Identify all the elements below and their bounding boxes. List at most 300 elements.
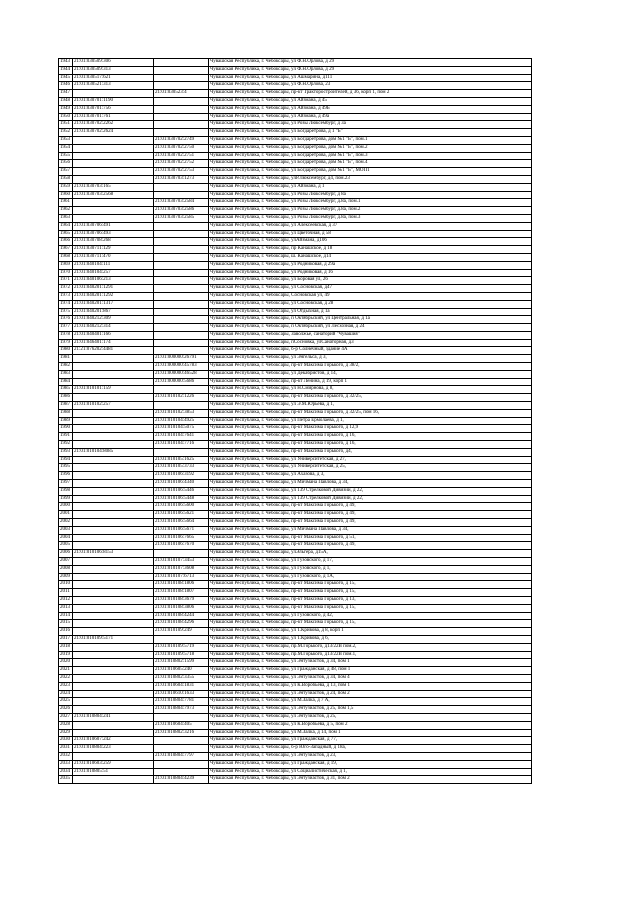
row-number-cell: 2014: [59, 612, 73, 620]
address-cell: Чувашская Республика, г. Чебоксары, ул Энтузиастов, д 25, пом 1,5: [209, 706, 532, 714]
table-row: [59, 542, 532, 550]
address-cell: Чувашская Республика, г. Чебоксары, ул Гражданская, д 19,: [209, 760, 532, 768]
address-cell: Чувашская Республика, г. Чебоксары, пр-кт Максима Горького, д 16,: [209, 433, 532, 441]
table-row: [59, 331, 532, 339]
cadastral-number-premises-cell: 21:01:030703:2584: [154, 199, 209, 207]
cadastral-number-premises-cell: 21:01:030702:2751: [154, 152, 209, 160]
row-number-cell: 1947: [59, 90, 73, 98]
address-cell: Чувашская Республика, г. Чебоксары, ул Сосновская, д47: [209, 285, 532, 293]
table-row: [59, 519, 532, 527]
row-number-cell: 1980: [59, 347, 73, 355]
table-row: [59, 487, 532, 495]
row-number-cell: 1972: [59, 285, 73, 293]
row-number-cell: 1984: [59, 378, 73, 386]
row-number-cell: 1956: [59, 160, 73, 168]
address-cell: Чувашская Республика, г. Чебоксары, ул Розы Люксембург, д.8а, пом.1: [209, 199, 532, 207]
address-cell: Чувашская Республика, г. Чебоксары, ш. Канашское, д14: [209, 253, 532, 261]
address-cell: Чувашская Республика, г. Чебоксары, пр-кт Тракторостроителей, д 36, корп 1, пом 2: [209, 90, 532, 98]
row-number-cell: 1987: [59, 402, 73, 410]
cadastral-number-premises-cell: 21:01:010108:4244: [154, 612, 209, 620]
cadastral-number-land-cell: [73, 175, 154, 183]
cadastral-number-land-cell: [73, 370, 154, 378]
cadastral-number-land-cell: [73, 152, 154, 160]
row-number-cell: 2027: [59, 713, 73, 721]
table-row: [59, 355, 532, 363]
table-row: [59, 448, 532, 456]
row-number-cell: 2010: [59, 581, 73, 589]
table-row: [59, 175, 532, 183]
table-row: [59, 238, 532, 246]
row-number-cell: 2021: [59, 667, 73, 675]
cadastral-number-premises-cell: [154, 386, 209, 394]
address-cell: Чувашская Республика, г. Чебоксары, ул 139 Стрелковой Дивизии, д 22,: [209, 487, 532, 495]
table-row: [59, 682, 532, 690]
address-cell: Чувашская Республика, г. Чебоксары, ул Богдаретрова, дом №1 "Б", МОП1: [209, 168, 532, 176]
cadastral-number-premises-cell: 21:01:010104:4925: [154, 417, 209, 425]
table-row: [59, 534, 532, 542]
cadastral-number-premises-cell: [154, 308, 209, 316]
table-row: [59, 495, 532, 503]
cadastral-number-premises-cell: 21:01:010104:5075: [154, 425, 209, 433]
table-row: [59, 667, 532, 675]
row-number-cell: 2005: [59, 542, 73, 550]
cadastral-number-premises-cell: [154, 246, 209, 254]
address-cell: Чувашская Республика, г. Чебоксары, ул К.Воробьева, д 5, пом 2: [209, 721, 532, 729]
row-number-cell: 2003: [59, 526, 73, 534]
address-cell: Чувашская Республика, г. Чебоксары, ул Розы Люксембург, д 3а: [209, 121, 532, 129]
table-row: [59, 737, 532, 745]
table-row: [59, 347, 532, 355]
cadastral-number-premises-cell: 21:01:010802:1599: [154, 659, 209, 667]
address-cell: Чувашская Республика, г. Чебоксары, ул Богдаретрова, дом №1 "Б", пом.1: [209, 136, 532, 144]
table-row: [59, 472, 532, 480]
row-number-cell: 2013: [59, 604, 73, 612]
row-number-cell: 2000: [59, 503, 73, 511]
row-number-cell: 2012: [59, 596, 73, 604]
cadastral-number-land-cell: 21:01:010805:51: [73, 768, 154, 776]
row-number-cell: 1968: [59, 253, 73, 261]
row-number-cell: 1985: [59, 386, 73, 394]
cadastral-number-land-cell: [73, 596, 154, 604]
address-cell: Чувашская Республика, г. Чебоксары, ул Энтузиастов, д 34, пом 4: [209, 674, 532, 682]
table-row: [59, 316, 532, 324]
cadastral-number-premises-cell: 21:01:010804:7797: [154, 752, 209, 760]
cadastral-number-premises-cell: [154, 230, 209, 238]
cadastral-number-premises-cell: 21:01:010106:5448: [154, 495, 209, 503]
table-row: [59, 425, 532, 433]
table-row: [59, 674, 532, 682]
cadastral-number-premises-cell: 21:01:030703:2585: [154, 214, 209, 222]
row-number-cell: 1962: [59, 207, 73, 215]
cadastral-number-premises-cell: 21:01:030523:4: [154, 90, 209, 98]
row-number-cell: 1983: [59, 370, 73, 378]
cadastral-number-premises-cell: 21:01:010104:7641: [154, 433, 209, 441]
table-row: [59, 612, 532, 620]
address-cell: Чувашская Республика, г. Чебоксары, ул Розы Люксембург, д.8а, пом.3: [209, 214, 532, 222]
cadastral-number-premises-cell: 21:01:000000:5686: [154, 378, 209, 386]
cadastral-number-premises-cell: [154, 113, 209, 121]
table-row: [59, 565, 532, 573]
cadastral-number-premises-cell: 21:01:010108:1807: [154, 589, 209, 597]
cadastral-number-land-cell: [73, 495, 154, 503]
address-cell: Чувашская Республика, г. Чебоксары, ул Айзмана, д 49Б: [209, 105, 532, 113]
address-cell: Чувашская Республика, г. Чебоксары, ул Университетская, д 25,: [209, 464, 532, 472]
row-number-cell: 2022: [59, 674, 73, 682]
address-cell: Чувашская Республика, г. Чебоксары, Заволжье, санаторий "Чувашия": [209, 331, 532, 339]
row-number-cell: 1971: [59, 277, 73, 285]
cadastral-number-premises-cell: 21:01:030702:2749: [154, 136, 209, 144]
row-number-cell: 2001: [59, 511, 73, 519]
cadastral-number-premises-cell: 21:01:010105:1625: [154, 456, 209, 464]
cadastral-number-land-cell: 21:01:010106:8153: [73, 550, 154, 558]
row-number-cell: 2018: [59, 643, 73, 651]
cadastral-number-land-cell: [73, 441, 154, 449]
cadastral-number-land-cell: [73, 752, 154, 760]
cadastral-number-premises-cell: 21:01:030703:1273: [154, 175, 209, 183]
row-number-cell: 1945: [59, 74, 73, 82]
row-number-cell: 1981: [59, 355, 73, 363]
cadastral-number-land-cell: 21:01:040201:1317: [73, 300, 154, 308]
cadastral-number-land-cell: 21:01:030706:491: [73, 222, 154, 230]
row-number-cell: 1952: [59, 129, 73, 137]
table-row: [59, 417, 532, 425]
cadastral-number-land-cell: 21:01:030509:313: [73, 66, 154, 74]
table-row: [59, 441, 532, 449]
cadastral-number-premises-cell: 21:01:010106:5600: [154, 503, 209, 511]
cadastral-number-land-cell: [73, 144, 154, 152]
address-cell: Чувашская Республика, г. Чебоксары, ул Энтузиастов, д 25,: [209, 713, 532, 721]
cadastral-number-land-cell: 21:01:030702:2262: [73, 121, 154, 129]
row-number-cell: 1951: [59, 121, 73, 129]
cadastral-number-premises-cell: [154, 121, 209, 129]
cadastral-number-land-cell: 21:01:010102:257: [73, 402, 154, 410]
table-row: [59, 464, 532, 472]
address-cell: Чувашская Республика, г. Чебоксары, пр-кт Максима Горького, д 49,: [209, 511, 532, 519]
cadastral-number-land-cell: 21:01:030509:306: [73, 59, 154, 67]
cadastral-number-premises-cell: 21:01:010109:5719: [154, 643, 209, 651]
row-number-cell: 1944: [59, 66, 73, 74]
address-cell: Чувашская Республика, г. Чебоксары, ул Э.М.Юрьева, д 1,: [209, 402, 532, 410]
address-cell: Чувашская Республика, г. Чебоксары, ул Боровая ул, 26: [209, 277, 532, 285]
cadastral-number-land-cell: [73, 589, 154, 597]
cadastral-number-land-cell: [73, 612, 154, 620]
row-number-cell: 1982: [59, 363, 73, 371]
cadastral-number-land-cell: 21:01:010804:241: [73, 713, 154, 721]
table-row: [59, 409, 532, 417]
cadastral-number-premises-cell: [154, 745, 209, 753]
cadastral-number-premises-cell: [154, 300, 209, 308]
address-cell: Чувашская Республика, г. Чебоксары, ул Энтузиастов, д 34, пом 1: [209, 659, 532, 667]
cadastral-number-premises-cell: 21:01:010102:1226: [154, 394, 209, 402]
address-cell: Чувашская Республика, г. Чебоксары, пр-кт Максима Горького, д 49,: [209, 542, 532, 550]
cadastral-number-premises-cell: 21:01:010104:7716: [154, 441, 209, 449]
row-number-cell: 1974: [59, 300, 73, 308]
cadastral-number-land-cell: 21:01:010607:242: [73, 737, 154, 745]
cadastral-number-premises-cell: 21:01:010107:3608: [154, 565, 209, 573]
cadastral-number-land-cell: [73, 214, 154, 222]
table-row: [59, 97, 532, 105]
row-number-cell: 1976: [59, 316, 73, 324]
table-row: [59, 604, 532, 612]
address-cell: Чувашская Республика, г. Чебоксары, Сосновская ул, 49: [209, 292, 532, 300]
cadastral-number-land-cell: [73, 363, 154, 371]
cadastral-number-premises-cell: 21:01:010109:5718: [154, 651, 209, 659]
cadastral-number-land-cell: 21:01:010603:259: [73, 760, 154, 768]
address-cell: Чувашская Республика, г. Чебоксары, ул Отдыхная, д 1а: [209, 308, 532, 316]
cadastral-number-land-cell: [73, 207, 154, 215]
table-row: [59, 706, 532, 714]
table-row: [59, 324, 532, 332]
cadastral-number-land-cell: [73, 417, 154, 425]
address-cell: Чувашская Республика, г. Чебоксары, ул Родниковая, д 29а: [209, 261, 532, 269]
table-row: [59, 643, 532, 651]
table-row: [59, 222, 532, 230]
row-number-cell: 2015: [59, 620, 73, 628]
row-number-cell: 2020: [59, 659, 73, 667]
cadastral-number-premises-cell: [154, 97, 209, 105]
row-number-cell: 1986: [59, 394, 73, 402]
cadastral-number-premises-cell: [154, 316, 209, 324]
cadastral-number-land-cell: [73, 355, 154, 363]
cadastral-number-land-cell: 21:01:040401:166: [73, 331, 154, 339]
table-row: [59, 768, 532, 776]
cadastral-number-land-cell: [73, 472, 154, 480]
cadastral-number-land-cell: 21:01:030701:756: [73, 105, 154, 113]
cadastral-number-premises-cell: 21:01:010108:4296: [154, 620, 209, 628]
address-cell: Чувашская Республика, г. Чебоксары, ул Богдаретрова, д 1 "Б": [209, 129, 532, 137]
address-cell: Чувашская Республика, г. Чебоксары, ул Ф.Н.Орлова, 23: [209, 82, 532, 90]
cadastral-number-land-cell: [73, 136, 154, 144]
row-number-cell: 2032: [59, 752, 73, 760]
address-cell: Чувашская Республика, г. Чебоксары, ул Родниковая, д 16: [209, 269, 532, 277]
table-row: [59, 300, 532, 308]
address-cell: Чувашская Республика, г. Чебоксары, ул М.Залка, д 7 А,: [209, 698, 532, 706]
cadastral-number-land-cell: 21:01:030702:2624: [73, 129, 154, 137]
cadastral-number-premises-cell: [154, 737, 209, 745]
row-number-cell: 2028: [59, 721, 73, 729]
table-row: [59, 90, 532, 98]
address-cell: Чувашская Республика, г. Чебоксары, п Октябрьский, ул Центральная, д 1а: [209, 316, 532, 324]
cadastral-number-premises-cell: 21:01:030702:2752: [154, 160, 209, 168]
row-number-cell: 1960: [59, 191, 73, 199]
table-row: [59, 230, 532, 238]
registry-table-body: [59, 59, 532, 784]
table-row: [59, 776, 532, 784]
cadastral-number-land-cell: [73, 581, 154, 589]
table-row: [59, 402, 532, 410]
cadastral-number-premises-cell: [154, 269, 209, 277]
cadastral-number-land-cell: [73, 480, 154, 488]
row-number-cell: 2002: [59, 519, 73, 527]
row-number-cell: 1957: [59, 168, 73, 176]
cadastral-number-premises-cell: [154, 285, 209, 293]
cadastral-number-premises-cell: [154, 222, 209, 230]
address-cell: Чувашская Республика, г. Чебоксары, ул Гузовского, д 1А,: [209, 573, 532, 581]
cadastral-number-land-cell: 21:01:040201:1291: [73, 285, 154, 293]
cadastral-number-land-cell: [73, 682, 154, 690]
cadastral-number-land-cell: 21:01:010804:223: [73, 745, 154, 753]
row-number-cell: 1949: [59, 105, 73, 113]
cadastral-number-land-cell: [73, 659, 154, 667]
row-number-cell: 2034: [59, 768, 73, 776]
table-row: [59, 690, 532, 698]
cadastral-number-land-cell: [73, 542, 154, 550]
row-number-cell: 1995: [59, 464, 73, 472]
cadastral-number-premises-cell: [154, 635, 209, 643]
cadastral-number-land-cell: 21:01:030708:268: [73, 238, 154, 246]
address-cell: Чувашская Республика, г. Чебоксары, ул Энтузиастов, д 24, пом 2: [209, 690, 532, 698]
table-row: [59, 292, 532, 300]
address-cell: Чувашская Республика, г. Чебоксары, ул Мичмана Павлова, д 34,: [209, 526, 532, 534]
table-row: [59, 144, 532, 152]
row-number-cell: 1958: [59, 175, 73, 183]
address-cell: Чувашская Республика, г. Чебоксары, ул Энтузиастов, д 23,: [209, 752, 532, 760]
cadastral-number-premises-cell: [154, 261, 209, 269]
table-row: [59, 183, 532, 191]
cadastral-number-premises-cell: [154, 59, 209, 67]
cadastral-number-premises-cell: [154, 339, 209, 347]
table-row: [59, 480, 532, 488]
row-number-cell: 2006: [59, 550, 73, 558]
address-cell: Чувашская Республика, г. Чебоксары, пр-кт Максима Горького, д 12,9: [209, 425, 532, 433]
address-cell: Чувашская Республика, г. Чебоксары, пр-кт Максима Горького, д4,: [209, 448, 532, 456]
cadastral-number-premises-cell: [154, 713, 209, 721]
cadastral-number-land-cell: 21:01:030703:165: [73, 183, 154, 191]
cadastral-number-land-cell: 21:01:010101:159: [73, 386, 154, 394]
cadastral-number-premises-cell: 21:01:010106:5664: [154, 519, 209, 527]
address-cell: Чувашская Республика, г. Чебоксары, ул Т.Кривова, д 6,: [209, 635, 532, 643]
cadastral-number-land-cell: [73, 573, 154, 581]
address-cell: Чувашская Республика, г. Чебоксары, пр-кт Максима Горького, д 49,: [209, 503, 532, 511]
cadastral-number-premises-cell: 21:01:000000:45783: [154, 363, 209, 371]
cadastral-number-premises-cell: 21:01:010106:5671: [154, 526, 209, 534]
cadastral-number-premises-cell: 21:01:010108:3679: [154, 596, 209, 604]
cadastral-number-premises-cell: [154, 253, 209, 261]
table-row: [59, 136, 532, 144]
address-cell: Чувашская Республика, г. Чебоксары, ул Гражданская, д 48, пом 1: [209, 667, 532, 675]
row-number-cell: 1963: [59, 214, 73, 222]
address-cell: Чувашская Республика, г. Чебоксары, пр Канашское, д 18: [209, 246, 532, 254]
cadastral-number-land-cell: 21:01:040201:1292: [73, 292, 154, 300]
table-row: [59, 308, 532, 316]
cadastral-number-premises-cell: [154, 550, 209, 558]
table-row: [59, 651, 532, 659]
cadastral-number-land-cell: [73, 160, 154, 168]
address-cell: Чувашская Республика, г. Чебоксары, ул К.Воробьева, д 13, пом 1: [209, 682, 532, 690]
table-row: [59, 214, 532, 222]
row-number-cell: 1970: [59, 269, 73, 277]
row-number-cell: 2019: [59, 651, 73, 659]
address-cell: Чувашская Республика, г. Чебоксары, пр-кт Максима Горького, д 49,: [209, 519, 532, 527]
address-cell: Чувашская Республика, г. Чебоксары, ул Декабристов, д 14,: [209, 370, 532, 378]
row-number-cell: 1975: [59, 308, 73, 316]
table-row: [59, 199, 532, 207]
row-number-cell: 1999: [59, 495, 73, 503]
table-row: [59, 269, 532, 277]
row-number-cell: 2026: [59, 706, 73, 714]
cadastral-number-premises-cell: 21:01:010804:7973: [154, 706, 209, 714]
table-row: [59, 386, 532, 394]
row-number-cell: 2016: [59, 628, 73, 636]
address-cell: Чувашская Республика, г. Чебоксары, ул Айзмана, д 49а: [209, 113, 532, 121]
row-number-cell: 2025: [59, 698, 73, 706]
address-cell: Чувашская Республика, г. Чебоксары, ул Богдаретрова, дом №1 "Б", пом.3: [209, 152, 532, 160]
cadastral-number-land-cell: 21:01:030706:493: [73, 230, 154, 238]
address-cell: Чувашская Республика, г. Чебоксары, пр-кт Максима Горького, д 13,: [209, 596, 532, 604]
cadastral-number-land-cell: [73, 651, 154, 659]
address-cell: Чувашская Республика, г. Чебоксары, пр-кт Максима Горького, д 38/2,: [209, 363, 532, 371]
address-cell: Чувашская Республика, г. Чебоксары, б-р Солнечный, здание 4А: [209, 347, 532, 355]
cadastral-number-land-cell: [73, 729, 154, 737]
row-number-cell: 2007: [59, 558, 73, 566]
cadastral-number-premises-cell: 21:01:000000:46528: [154, 370, 209, 378]
row-number-cell: 2033: [59, 760, 73, 768]
cadastral-number-land-cell: [73, 558, 154, 566]
address-cell: Чувашская Республика, г. Чебоксары, пр-кт Максима Горького, д 16,: [209, 441, 532, 449]
table-row: [59, 113, 532, 121]
row-number-cell: 1994: [59, 456, 73, 464]
row-number-cell: 2017: [59, 635, 73, 643]
cadastral-number-land-cell: 21:01:040104:257: [73, 269, 154, 277]
address-cell: Чувашская Республика, г. Чебоксары, ул Ахазова, д 3,: [209, 472, 532, 480]
cadastral-number-land-cell: 21:01:030711:129: [73, 246, 154, 254]
cadastral-number-premises-cell: [154, 105, 209, 113]
cadastral-number-land-cell: [73, 690, 154, 698]
table-row: [59, 121, 532, 129]
table-row: [59, 129, 532, 137]
address-cell: Чувашская Республика, г. Чебоксары, ул Гражданская, д 77,: [209, 737, 532, 745]
row-number-cell: 2004: [59, 534, 73, 542]
row-number-cell: 1991: [59, 433, 73, 441]
cadastral-number-land-cell: [73, 90, 154, 98]
row-number-cell: 1992: [59, 441, 73, 449]
cadastral-number-premises-cell: 21:01:010610:1633: [154, 690, 209, 698]
table-row: [59, 596, 532, 604]
table-row: [59, 573, 532, 581]
cadastral-number-premises-cell: 21:01:010802:3355: [154, 674, 209, 682]
row-number-cell: 1966: [59, 238, 73, 246]
table-row: [59, 721, 532, 729]
table-row: [59, 752, 532, 760]
cadastral-number-premises-cell: 21:01:010105:3733: [154, 464, 209, 472]
cadastral-number-premises-cell: 21:01:010109:249: [154, 628, 209, 636]
row-number-cell: 1977: [59, 324, 73, 332]
row-number-cell: 2008: [59, 565, 73, 573]
table-row: [59, 745, 532, 753]
cadastral-number-premises-cell: 21:01:010106:3192: [154, 472, 209, 480]
cadastral-number-land-cell: [73, 698, 154, 706]
row-number-cell: 1964: [59, 222, 73, 230]
cadastral-number-premises-cell: 21:01:010802:3216: [154, 729, 209, 737]
cadastral-number-land-cell: [73, 409, 154, 417]
table-row: [59, 698, 532, 706]
table-row: [59, 160, 532, 168]
address-cell: Чувашская Республика, г. Чебоксары, пр-кт Максима Горького, д 15,: [209, 620, 532, 628]
table-row: [59, 589, 532, 597]
cadastral-number-premises-cell: [154, 74, 209, 82]
cadastral-number-land-cell: [73, 776, 154, 784]
cadastral-number-land-cell: [73, 394, 154, 402]
table-row: [59, 191, 532, 199]
cadastral-number-premises-cell: [154, 347, 209, 355]
cadastral-number-land-cell: [73, 511, 154, 519]
address-cell: Чувашская Республика, г. Чебоксары, пр-кт Максима Горького, д 15,: [209, 581, 532, 589]
cadastral-number-premises-cell: [154, 760, 209, 768]
row-number-cell: 2030: [59, 737, 73, 745]
row-number-cell: 1946: [59, 82, 73, 90]
row-number-cell: 1996: [59, 472, 73, 480]
address-cell: Чувашская Республика, г. Чебоксары, ул Айзмана, д 45: [209, 97, 532, 105]
